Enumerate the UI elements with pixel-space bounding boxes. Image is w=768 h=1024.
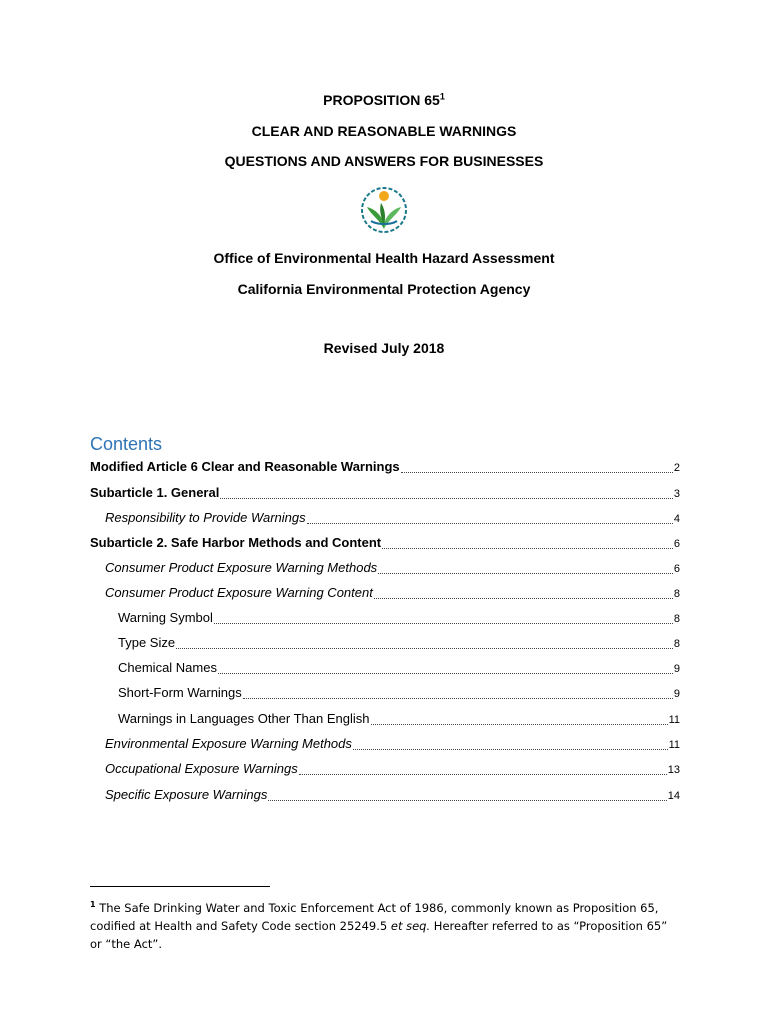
document-title: PROPOSITION $65^1$: [323, 91, 445, 108]
contents-heading: Contents: [90, 434, 163, 454]
oehha-logo-icon: [359, 185, 409, 235]
toc-item[interactable]: Subarticle 2. Safe Harbor Methods and Content 6: [90, 535, 680, 550]
toc-item[interactable]: Responsibility to Provide Warnings 4: [105, 510, 680, 525]
toc-item[interactable]: Specific Exposure Warnings 14: [105, 787, 680, 802]
revision-date: Revised July 2018: [323, 340, 445, 356]
document-subtitle: CLEAR AND REASONABLE WARNINGS: [251, 123, 517, 139]
toc-item[interactable]: Short-Form Warnings 9: [118, 685, 680, 700]
toc-item[interactable]: Consumer Product Exposure Warning Methods 6: [105, 560, 680, 575]
toc-item[interactable]: Consumer Product Exposure Warning Content 8: [105, 585, 680, 600]
toc-item[interactable]: Environmental Exposure Warning Methods 11: [105, 736, 680, 751]
toc-item[interactable]: Subarticle 1. General 3: [90, 485, 680, 500]
document-subtitle-2: QUESTIONS AND ANSWERS FOR BUSINESSES: [224, 153, 544, 169]
toc-item[interactable]: Type Size 8: [118, 635, 680, 650]
agency-name: California Environmental Protection Agency: [237, 281, 531, 297]
footnote: $^1$ The Safe Drinking Water and Toxic Enforcement Act of 1986, commonly known as Proposition 65, codified at Health and Safety Code section 25249.5 et seq. Hereafter referred to as “Proposition 65” or “the Act”.: [90, 900, 668, 951]
toc-item[interactable]: Modified Article 6 Clear and Reasonable Warnings 2: [90, 459, 680, 474]
footnote-divider: [90, 886, 270, 887]
toc-item[interactable]: Chemical Names 9: [118, 660, 680, 675]
office-name: Office of Environmental Health Hazard Assessment: [213, 250, 555, 266]
footnote-marker[interactable]: 1: [439, 91, 445, 102]
toc-item[interactable]: Occupational Exposure Warnings 13: [105, 761, 680, 776]
toc-item[interactable]: Warnings in Languages Other Than English 11: [118, 711, 680, 726]
toc-item[interactable]: Warning Symbol 8: [118, 610, 680, 625]
